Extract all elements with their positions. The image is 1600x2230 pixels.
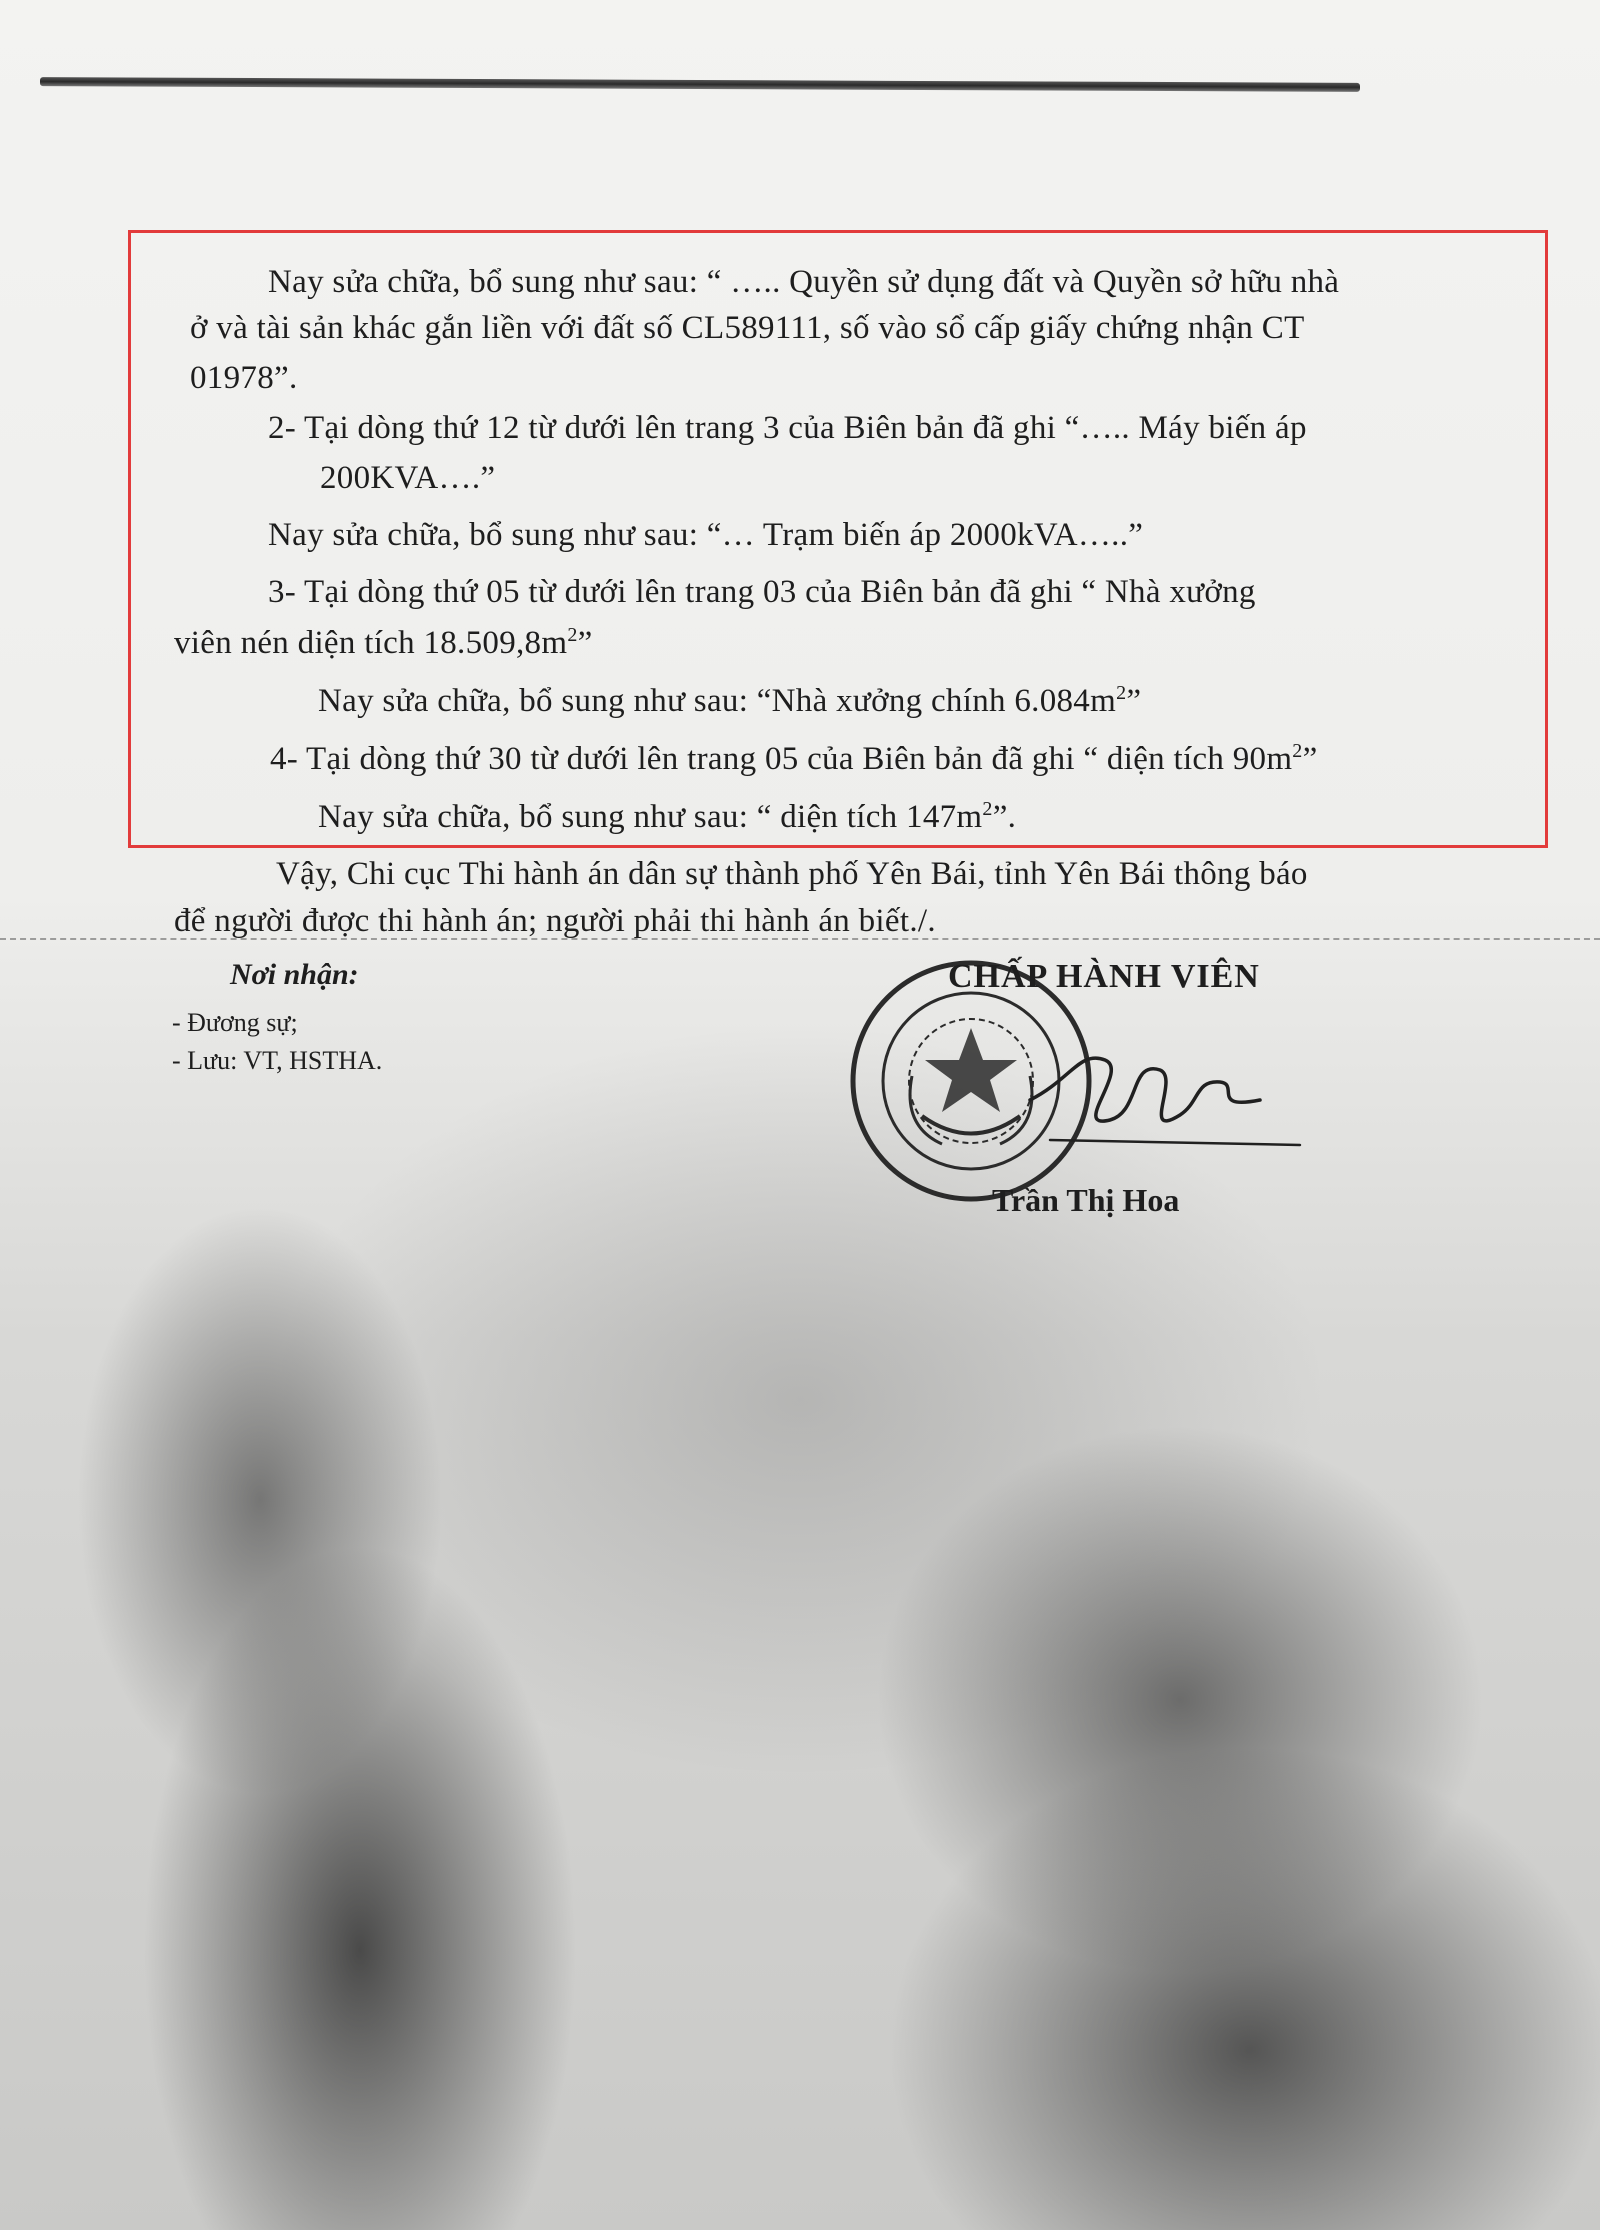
text-line-3: 01978”. (190, 360, 298, 396)
text-line-8 (174, 624, 593, 662)
closing-quote: ” (1302, 741, 1318, 777)
text-line-8-body: viên nén diện tích 18.509,8m (174, 625, 568, 661)
closing-quote: ” (577, 625, 593, 661)
text-line-5: 200KVA….” (320, 460, 496, 496)
text-line-9 (318, 682, 1141, 720)
closing-quote: ”. (992, 799, 1017, 835)
fold-line (0, 938, 1600, 940)
text-line-7: 3- Tại dòng thứ 05 từ dưới lên trang 03 của Biên bản đã ghi “ Nhà xưởng (268, 574, 1256, 610)
superscript: 2 (1292, 740, 1303, 762)
text-line-10-body: 4- Tại dòng thứ 30 từ dưới lên trang 05 của Biên bản đã ghi “ diện tích 90m (270, 741, 1293, 777)
text-line-12: Vậy, Chi cục Thi hành án dân sự thành phố Yên Bái, tỉnh Yên Bái thông báo (276, 856, 1308, 892)
superscript: 2 (567, 624, 578, 646)
text-line-9-body: Nay sửa chữa, bổ sung như sau: “Nhà xưởng chính 6.084m (318, 683, 1117, 719)
text-line-13: để người được thi hành án; người phải thi hành án biết./. (174, 903, 936, 939)
closing-quote: ” (1126, 683, 1142, 719)
superscript: 2 (982, 798, 993, 820)
recipient-item: - Lưu: VT, HSTHA. (172, 1046, 383, 1075)
text-line-11-body: Nay sửa chữa, bổ sung như sau: “ diện tích 147m (318, 799, 983, 835)
text-line-11 (318, 798, 1016, 836)
text-line-6: Nay sửa chữa, bổ sung như sau: “… Trạm biến áp 2000kVA…..” (268, 517, 1144, 553)
handwritten-signature-icon (1010, 1020, 1310, 1190)
top-rule (40, 77, 1360, 92)
text-line-4: 2- Tại dòng thứ 12 từ dưới lên trang 3 của Biên bản đã ghi “….. Máy biến áp (268, 410, 1307, 446)
recipients-title: Nơi nhận: (230, 958, 359, 991)
signer-name: Trần Thị Hoa (992, 1182, 1180, 1218)
text-line-1: Nay sửa chữa, bổ sung như sau: “ ….. Quyền sử dụng đất và Quyền sở hữu nhà (268, 264, 1340, 300)
recipient-item: - Đương sự; (172, 1008, 298, 1037)
text-line-10 (270, 740, 1318, 778)
signer-title: CHẤP HÀNH VIÊN (948, 958, 1260, 995)
superscript: 2 (1116, 682, 1127, 704)
text-line-2: ở và tài sản khác gắn liền với đất số CL589111, số vào sổ cấp giấy chứng nhận CT (190, 310, 1305, 346)
